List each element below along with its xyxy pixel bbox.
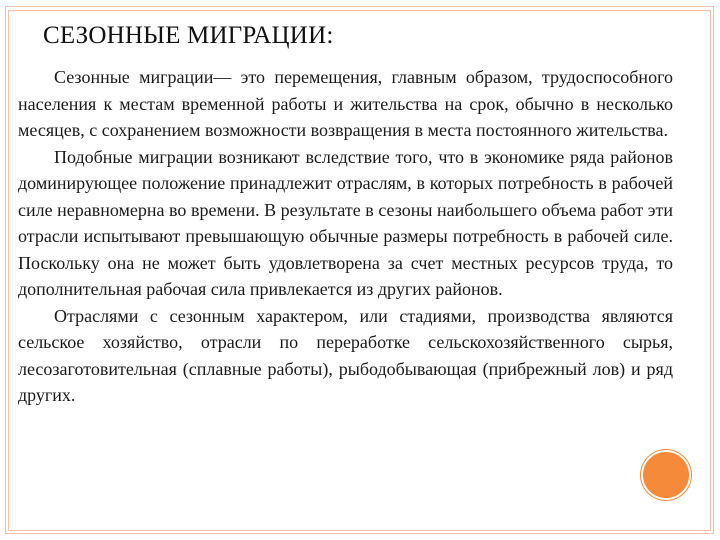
slide-title: СЕЗОННЫЕ МИГРАЦИИ:	[43, 22, 334, 49]
paragraph-2: Подобные миграции возникают вследствие того, что в экономике ряда районов доминирующее положение принадлежит отраслям, в которых потребность в рабочей силе неравномерна во времени. В результате в сезоны наибольшего объема работ эти отрасли испытывают превышающую обычные размеры потребность в рабочей силе. Поскольку она не может быть удовлетворена за счет местных ресурсов труда, то дополнительная рабочая сила привлекается из других районов.	[18, 146, 673, 299]
decorative-orange-circle	[641, 450, 691, 500]
paragraph-3: Отраслями с сезонным характером, или стадиями, производства являются сельское хозяйство, отрасли по переработке сельскохозяйственного сырья, лесозаготовительная (сплавные работы), рыбодобывающая (прибрежный лов) и ряд других.	[18, 305, 673, 405]
paragraph-1: Сезонные миграции— это перемещения, главным образом, трудоспособного населения к местам временной работы и жительства на срок, обычно в несколько месяцев, с сохранением возможности возвращения в места постоянного жительства.	[18, 67, 673, 140]
slide-body	[18, 64, 673, 409]
